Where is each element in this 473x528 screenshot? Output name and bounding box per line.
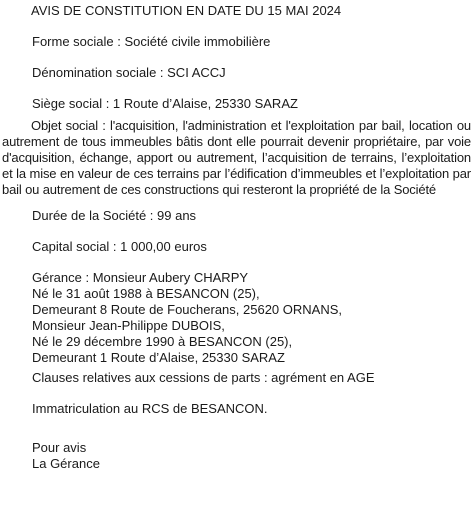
- gerance-line: Demeurant 1 Route d’Alaise, 25330 SARAZ: [32, 350, 285, 365]
- signature-block: [32, 440, 100, 472]
- signature-gerance: La Gérance: [32, 456, 100, 471]
- gerance-line: Monsieur Jean-Philippe DUBOIS,: [32, 318, 225, 333]
- siege-social: Siège social : 1 Route d’Alaise, 25330 SARAZ: [32, 96, 298, 111]
- forme-sociale: Forme sociale : Société civile immobilière: [32, 34, 271, 49]
- clauses-cessions: Clauses relatives aux cessions de parts : agrément en AGE: [32, 370, 375, 385]
- gerance-block: [32, 270, 342, 366]
- pour-avis: Pour avis: [32, 440, 87, 455]
- denomination-sociale: Dénomination sociale : SCI ACCJ: [32, 65, 226, 80]
- objet-social-text: Objet social : l'acquisition, l'administration et l'exploitation par bail, location ou autrement de tous immeubles bâtis dont elle pourrait devenir propriétaire, par voie d'acquisition, échange, apport ou autrement, l’acquisition de terrains, l’exploitation et la mise en valeur de ces terrains par l’édification d’immeubles et l’exploitation par bail ou autrement de ces constructions qui resteront la propriété de la Société: [2, 118, 471, 197]
- duree-societe: Durée de la Société : 99 ans: [32, 208, 197, 223]
- immatriculation-rcs: Immatriculation au RCS de BESANCON.: [32, 401, 268, 416]
- notice-title: AVIS DE CONSTITUTION EN DATE DU 15 MAI 2024: [31, 3, 342, 18]
- gerance-line: Né le 31 août 1988 à BESANCON (25),: [32, 286, 260, 301]
- capital-social: Capital social : 1 000,00 euros: [32, 239, 207, 254]
- gerance-line: Gérance : Monsieur Aubery CHARPY: [32, 270, 249, 285]
- objet-social-paragraph: [2, 118, 471, 198]
- gerance-line: Né le 29 décembre 1990 à BESANCON (25),: [32, 334, 293, 349]
- gerance-line: Demeurant 8 Route de Foucherans, 25620 ORNANS,: [32, 302, 343, 317]
